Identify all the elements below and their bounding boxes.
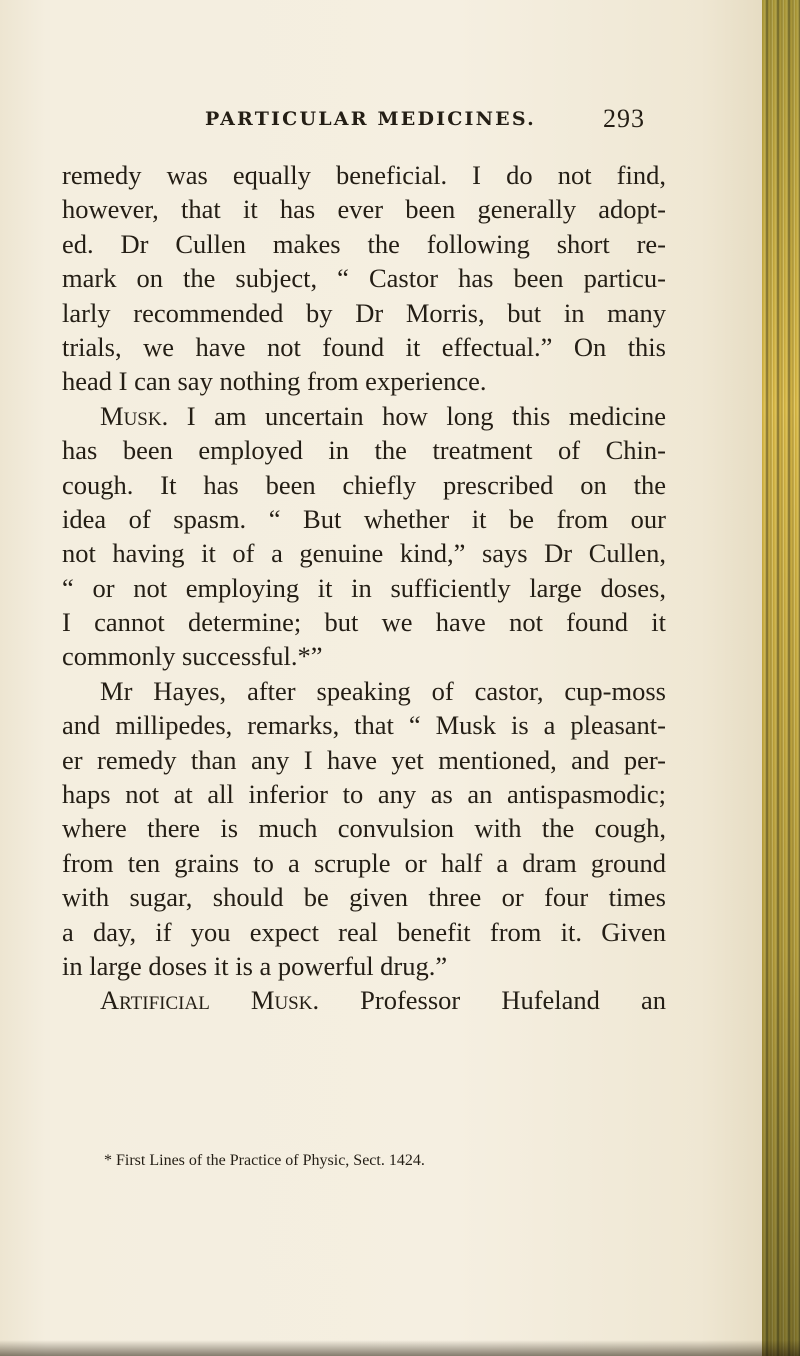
text-line: idea of spasm. “ But whether it be from our [62,503,666,534]
text-line: has been employed in the treatment of Chin- [62,435,666,466]
text-line: I cannot determine; but we have not found it [62,607,666,638]
text-line: ed. Dr Cullen makes the following short re- [62,228,666,259]
text-line: haps not at all inferior to any as an antispasmodic; [62,779,666,810]
page-number: 293 [603,104,645,133]
text-line: not having it of a genuine kind,” says Dr Cullen, [62,538,666,569]
text-line: trials, we have not found it effectual.” On this [62,331,666,362]
page-stack-edge [762,0,800,1356]
text-line: commonly successful.*” [62,641,323,672]
text-line: head I can say nothing from experience. [62,366,487,397]
text-line: a day, if you expect real benefit from it. Given [62,916,666,947]
text-line: from ten grains to a scruple or half a dram ground [62,847,666,878]
bottom-shadow [0,1340,800,1356]
running-head [205,100,645,136]
text-line: with sugar, should be given three or four times [62,882,666,913]
text-line: in large doses it is a powerful drug.” [62,950,448,981]
text-line: mark on the subject, “ Castor has been particu- [62,263,666,294]
text-line: er remedy than any I have yet mentioned, and per- [62,744,666,775]
text-line: however, that it has ever been generally adopt- [62,194,666,225]
text-line: and millipedes, remarks, that “ Musk is a pleasant- [62,710,666,741]
text-line: Mr Hayes, after speaking of castor, cup-moss [100,675,666,706]
text-line: Musk. I am uncertain how long this medicine [100,400,666,431]
text-line: cough. It has been chiefly prescribed on the [62,469,666,500]
text-line: Artificial Musk. Professor Hufeland an [100,985,666,1016]
text-line: “ or not employing it in sufficiently large doses, [62,572,666,603]
text-line: remedy was equally beneficial. I do not find, [62,160,666,190]
running-title: PARTICULAR MEDICINES. [205,108,536,130]
footnote: * First Lines of the Practice of Physic, Sect. 1424. [104,1152,425,1169]
text-line: where there is much convulsion with the cough, [62,813,666,844]
text-line: larly recommended by Dr Morris, but in many [62,297,666,328]
body-text [62,158,666,1018]
